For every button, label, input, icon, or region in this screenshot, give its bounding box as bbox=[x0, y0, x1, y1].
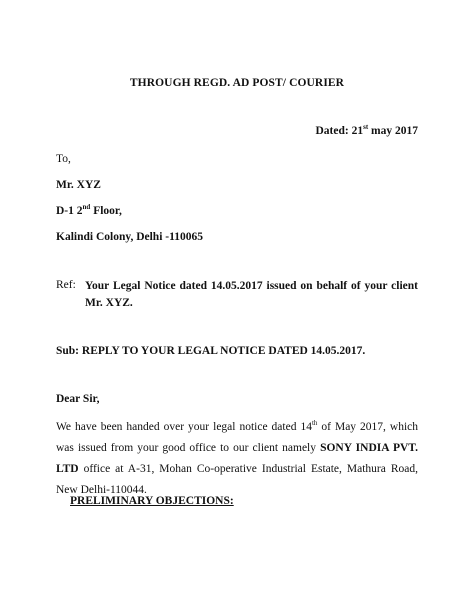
delivery-header: THROUGH REGD. AD POST/ COURIER bbox=[129, 77, 345, 89]
subject-line: Sub: REPLY TO YOUR LEGAL NOTICE DATED 14.05.2017. bbox=[56, 345, 366, 357]
to-line: To, bbox=[56, 153, 71, 165]
date-prefix: Dated: 21 bbox=[315, 125, 364, 137]
addressee-line-2 bbox=[56, 204, 122, 218]
body-part-3: office at A-31, Mohan Co-operative Industrial Estate, Mathura Road, New Delhi-110044. bbox=[56, 463, 418, 496]
client-name: SONY INDIA PVT. LTD bbox=[56, 442, 419, 475]
date-suffix: may 2017 bbox=[368, 125, 418, 137]
letter-date bbox=[316, 124, 419, 138]
addressee-name: Mr. XYZ bbox=[56, 179, 101, 191]
address-floor-prefix: D-1 2 bbox=[56, 205, 83, 217]
addressee-line-3: Kalindi Colony, Delhi -110065 bbox=[56, 231, 203, 243]
address-floor-ordinal: nd bbox=[82, 203, 91, 212]
date-ordinal: st bbox=[363, 123, 369, 132]
ref-label: Ref: bbox=[56, 279, 76, 291]
body-part-2: of May 2017, which was issued from your good office to our client namely bbox=[56, 421, 419, 454]
body-paragraph bbox=[56, 417, 418, 501]
body-ordinal: th bbox=[311, 419, 318, 428]
salutation: Dear Sir, bbox=[56, 393, 100, 405]
address-floor-suffix: Floor, bbox=[90, 205, 122, 217]
body-part-1: We have been handed over your legal notice dated 14 bbox=[56, 421, 312, 433]
section-heading: PRELIMINARY OBJECTIONS: bbox=[70, 495, 234, 507]
ref-text: Your Legal Notice dated 14.05.2017 issued on behalf of your client Mr. XYZ. bbox=[85, 280, 418, 309]
